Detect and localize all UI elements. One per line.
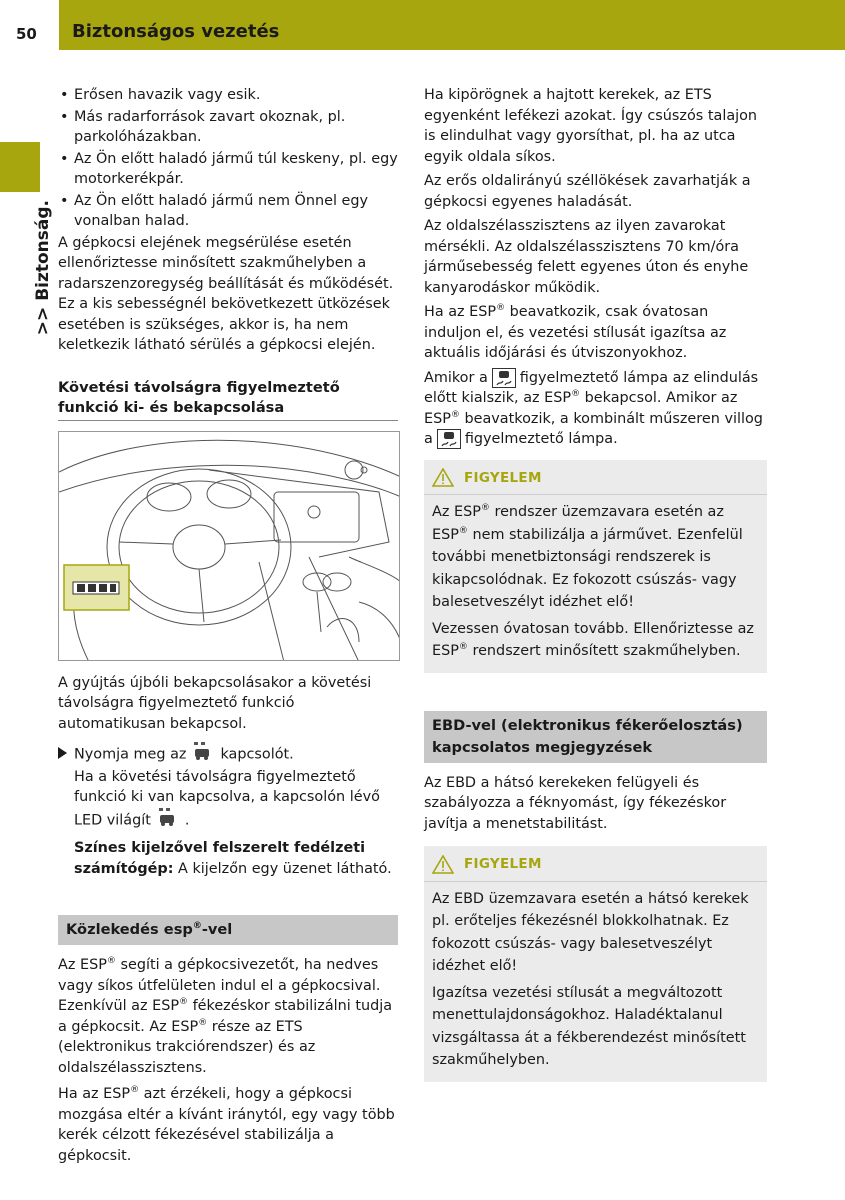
- lamp-text-start: Amikor a: [424, 369, 488, 386]
- warning-triangle-icon: [432, 468, 454, 487]
- warning-box-esp: [424, 460, 767, 673]
- display-label: Színes kijelzővel felszerelt fedélzeti számítógép:: [74, 840, 366, 877]
- list-item: • Az Ön előtt haladó jármű nem Önnel egy vonalban halad.: [58, 191, 398, 232]
- warning-triangle-icon: [432, 855, 454, 874]
- esp-paragraph-2: Ha az ESP® azt érzékeli, hogy a gépkocsi mozgása eltér a kívánt iránytól, egy vagy több kerék célzott fékezésével stabilizálja a gépkocsit.: [58, 1085, 395, 1164]
- distance-warning-heading: Követési távolságra figyelmeztető funkció ki- és bekapcsolása: [58, 378, 398, 421]
- esp-heading-sup: ®: [192, 921, 202, 932]
- warning-text: Vezessen óvatosan tovább. Ellenőriztesse az ESP® rendszert minősített szakműhelyben.: [432, 620, 754, 659]
- step-text: Nyomja meg az: [74, 746, 187, 763]
- warning-title-text: FIGYELEM: [464, 856, 542, 872]
- esp-heading-text: Közlekedés esp: [66, 921, 193, 938]
- warning-title-text: FIGYELEM: [464, 469, 542, 486]
- warning-text: Igazítsa vezetési stílusát a megváltozott menettulajdonságokhoz. Haladéktalanul vizsgáltassa át a fékberendezést minősített szakműhelyben.: [432, 984, 746, 1068]
- lamp-text-end: figyelmeztető lámpa.: [464, 431, 618, 447]
- warning-title: [424, 468, 767, 496]
- step-info: Ha a követési távolságra figyelmeztető funkció ki van kapcsolva, a kapcsolón lévő LED világít: [74, 768, 380, 828]
- damage-paragraph: A gépkocsi elejének megsérülése esetén ellenőriztesse minősített szakműhelyben a radarszenzoregység beállítását és működését. Ez a kis sebességnél bekövetkezett ütközések esetében is szükséges, akkor is, ha nem keletkezik látható sérülés a gépkocsi elején.: [58, 234, 394, 353]
- lamp-text-middle: figyelmeztető lámpa az elindulás előtt kialszik, az ESP® bekapcsol. Amikor az ESP® beavatkozik, a kombinált műszeren villog a: [424, 369, 763, 447]
- warning-text: Az EBD üzemzavara esetén a hátsó kerekek pl. erőteljes fékezésnél blokkolhatnak. Ez fokozott csúszás- vagy balesetveszélyt idézhet elő!: [432, 890, 749, 974]
- intervene-paragraph: Ha az ESP® beavatkozik, csak óvatosan induljon el, és vezetési stílusát igazítsa az aktuális időjárási és útviszonyokhoz.: [424, 303, 727, 361]
- ebd-paragraph: Az EBD a hátsó kerekeken felügyeli és szabályozza a féknyomást, így fékezéskor javítja a menetstabilitást.: [424, 774, 727, 832]
- display-text: A kijelzőn egy üzenet látható.: [178, 860, 392, 877]
- list-item: • Erősen havazik vagy esik.: [58, 85, 398, 106]
- lamp-paragraph: [424, 368, 767, 450]
- warning-title: [424, 854, 767, 882]
- right-column: [424, 85, 767, 1092]
- arrow-right-icon: [58, 747, 67, 759]
- distance-warning-switch-icon: [192, 742, 214, 767]
- step-text: kapcsolót.: [220, 746, 294, 763]
- assist-paragraph: Az oldalszélasszisztens az ilyen zavarokat mérsékli. Az oldalszélasszisztens 70 km/óra járműsebesség felett egyenes úton és enyhe kanyarodáskor működik.: [424, 218, 749, 296]
- dashboard-illustration: [58, 431, 400, 661]
- list-item: • Az Ön előtt haladó jármű túl keskeny, pl. egy motorkerékpár.: [58, 149, 398, 190]
- distance-warning-led-icon: [157, 808, 179, 833]
- ignition-paragraph: A gyújtás újbóli bekapcsolásakor a követési távolságra figyelmeztető funkció automatikusan bekapcsol.: [58, 674, 372, 732]
- page-header: [0, 0, 845, 50]
- esp-warning-lamp-icon: [437, 429, 461, 449]
- left-column: [58, 85, 398, 1170]
- esp-paragraph-1: Az ESP® segíti a gépkocsivezetőt, ha nedves vagy síkos útfelületen indul el a gépkocsival. Ezenkívül az ESP® fékezéskor stabilizálni tudja a gépkocsit. Az ESP® része az ETS (elektronikus trakciórendszer) és az oldalszélasszisztens.: [58, 956, 393, 1076]
- warning-text: Az ESP® rendszer üzemzavara esetén az ESP® nem stabilizálja a járművet. Ezenfelül további menetbiztonsági rendszerek is kikapcsolódnak. Ez fokozott csúszás- vagy balesetveszélyt idézhet elő!: [432, 503, 743, 610]
- ets-paragraph: Ha kipörögnek a hajtott kerekek, az ETS egyenként lefékezi azokat. Így csúszós talajon is elindulhat vagy gyorsíthat, pl. ha az utca egyik oldala síkos.: [424, 87, 758, 165]
- page-number: 50: [0, 0, 57, 50]
- esp-heading: [58, 915, 398, 945]
- ebd-heading: EBD-vel (elektronikus fékerőelosztás) kapcsolatos megjegyzések: [424, 711, 767, 763]
- page-title: Biztonságos vezetés: [57, 0, 845, 50]
- side-tab-marker: [0, 142, 40, 192]
- wind-paragraph: Az erős oldalirányú széllökések zavarhatják a gépkocsi egyenes haladását.: [424, 173, 751, 210]
- list-item: • Más radarforrások zavart okoznak, pl. parkolóházakban.: [58, 107, 398, 148]
- esp-heading-suffix: -vel: [201, 921, 233, 938]
- instruction-step: [58, 742, 398, 879]
- condition-list: [58, 85, 398, 232]
- esp-warning-lamp-icon: [492, 368, 516, 388]
- step-info-end: .: [184, 811, 190, 828]
- side-tab-label: >> Biztonság.: [33, 200, 53, 336]
- warning-box-ebd: [424, 846, 767, 1082]
